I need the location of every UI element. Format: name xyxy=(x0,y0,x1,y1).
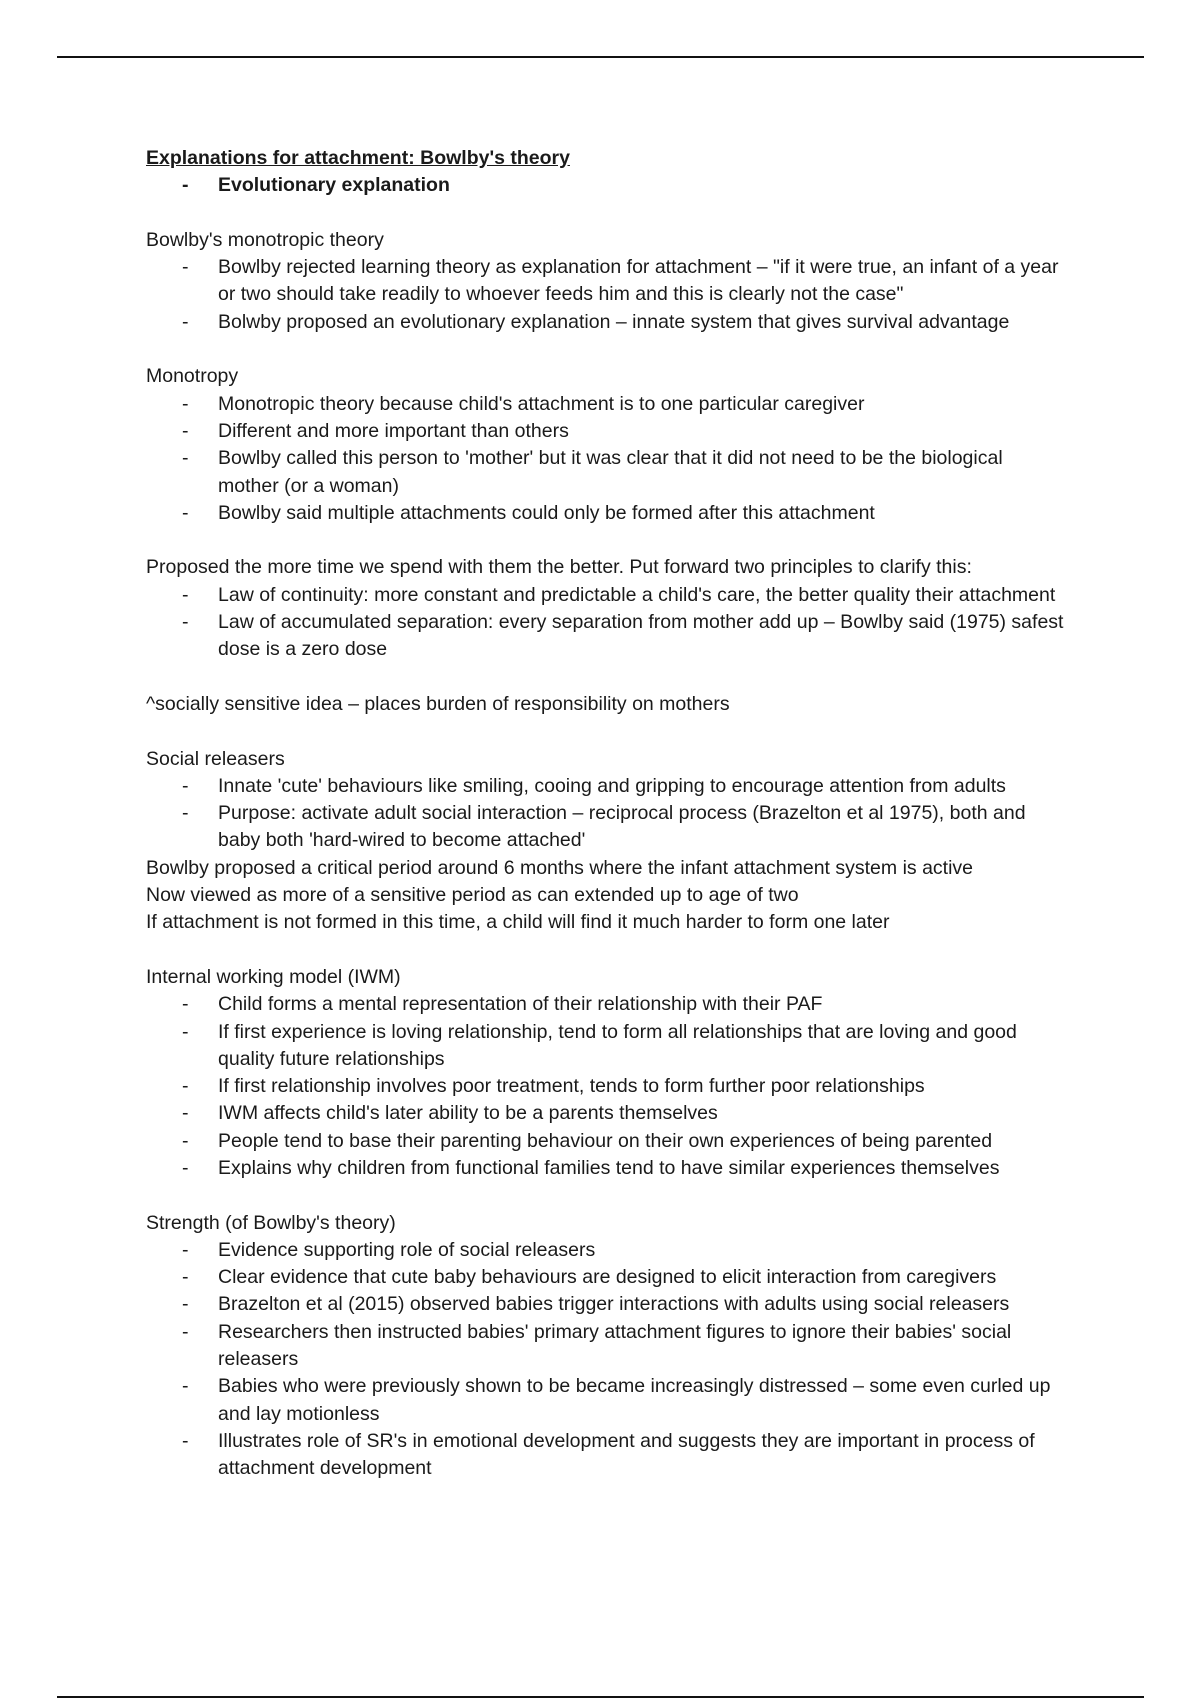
bullet-dash: - xyxy=(182,1020,189,1043)
list-item-text: Law of accumulated separation: every separation from mother add up – Bowlby said (1975) safest dose is a zero dose xyxy=(218,611,1064,661)
bullet-dash: - xyxy=(182,583,189,606)
bullet-dash: - xyxy=(182,419,189,442)
subtitle-list xyxy=(146,172,1066,199)
list-item xyxy=(146,309,1066,336)
bullet-dash: - xyxy=(182,1238,189,1261)
section-heading-time-principles: Proposed the more time we spend with them the better. Put forward two principles to clarify this: xyxy=(146,556,972,579)
list-item xyxy=(146,582,1066,609)
list-item xyxy=(146,1373,1066,1428)
bullet-dash: - xyxy=(182,1293,189,1316)
bullet-dash: - xyxy=(182,774,189,797)
list-item-text: Bowlby rejected learning theory as explanation for attachment – "if it were true, an infant of a year or two should take readily to whoever feeds him and this is clearly not the case" xyxy=(218,256,1059,306)
list-item xyxy=(146,418,1066,445)
list-item-text: Purpose: activate adult social interaction – reciprocal process (Brazelton et al 1975), both and baby both 'hard-wired to become attached' xyxy=(218,802,1026,852)
bullet-dash: - xyxy=(182,501,189,524)
critical-period-line-2: Now viewed as more of a sensitive period as can extended up to age of two xyxy=(146,884,799,907)
list-item-text: Evidence supporting role of social releasers xyxy=(218,1238,596,1261)
list-item xyxy=(146,773,1066,800)
list-strength xyxy=(146,1237,1066,1483)
bottom-rule xyxy=(57,1696,1144,1698)
list-item-text: People tend to base their parenting behaviour on their own experiences of being parented xyxy=(218,1129,993,1152)
list-item xyxy=(146,1319,1066,1374)
list-item-text: Babies who were previously shown to be became increasingly distressed – some even curled up and lay motionless xyxy=(218,1375,1051,1425)
list-item xyxy=(146,445,1066,500)
list-item-text: Brazelton et al (2015) observed babies trigger interactions with adults using social releasers xyxy=(218,1293,1010,1316)
document-body xyxy=(146,145,1066,1483)
list-item-text: Bolwby proposed an evolutionary explanation – innate system that gives survival advantage xyxy=(218,310,1010,333)
bullet-dash: - xyxy=(182,611,189,634)
list-item xyxy=(146,254,1066,309)
list-item xyxy=(146,391,1066,418)
bullet-dash: - xyxy=(182,1075,189,1098)
list-item xyxy=(146,800,1066,855)
list-item xyxy=(146,1155,1066,1182)
list-item-text: If first experience is loving relationship, tend to form all relationships that are loving and good quality future relationships xyxy=(218,1020,1017,1070)
list-item-text: Different and more important than others xyxy=(218,419,569,442)
bullet-dash: - xyxy=(182,1320,189,1343)
list-item-text: Explains why children from functional families tend to have similar experiences themselves xyxy=(218,1156,1000,1179)
bullet-dash: - xyxy=(182,993,189,1016)
list-item-text: Law of continuity: more constant and predictable a child's care, the better quality their attachment xyxy=(218,583,1056,606)
list-monotropic-theory xyxy=(146,254,1066,336)
list-item-text: Illustrates role of SR's in emotional development and suggests they are important in process of attachment development xyxy=(218,1429,1035,1480)
bullet-dash: - xyxy=(182,1156,189,1179)
list-item xyxy=(146,500,1066,527)
list-time-principles xyxy=(146,582,1066,664)
list-item xyxy=(146,1019,1066,1074)
bullet-dash: - xyxy=(182,1375,189,1398)
list-monotropy xyxy=(146,391,1066,527)
bullet-dash: - xyxy=(182,174,189,197)
list-item xyxy=(146,1291,1066,1318)
list-iwm xyxy=(146,991,1066,1182)
section-heading-social-releasers: Social releasers xyxy=(146,747,285,770)
top-rule xyxy=(57,56,1144,58)
bullet-dash: - xyxy=(182,1429,189,1452)
socially-sensitive-note: ^socially sensitive idea – places burden of responsibility on mothers xyxy=(146,692,730,715)
list-item-text: Researchers then instructed babies' primary attachment figures to ignore their babies' social releasers xyxy=(218,1320,1012,1371)
critical-period-line-3: If attachment is not formed in this time, a child will find it much harder to form one later xyxy=(146,911,890,934)
section-heading-monotropic-theory: Bowlby's monotropic theory xyxy=(146,228,384,251)
bullet-dash: - xyxy=(182,1129,189,1152)
subtitle-item: - Evolutionary explanation xyxy=(146,172,1066,199)
list-item-text: Bowlby called this person to 'mother' but it was clear that it did not need to be the biological mother (or a woman) xyxy=(218,447,1003,497)
list-item-text: Innate 'cute' behaviours like smiling, cooing and gripping to encourage attention from adults xyxy=(218,774,1006,797)
list-item xyxy=(146,1237,1066,1264)
list-item-text: Clear evidence that cute baby behaviours are designed to elicit interaction from caregivers xyxy=(218,1266,997,1289)
bullet-dash: - xyxy=(182,392,189,415)
section-heading-strength: Strength (of Bowlby's theory) xyxy=(146,1211,396,1234)
list-item xyxy=(146,1264,1066,1291)
list-item-text: Child forms a mental representation of their relationship with their PAF xyxy=(218,993,823,1016)
section-heading-iwm: Internal working model (IWM) xyxy=(146,965,401,988)
list-item xyxy=(146,1428,1066,1483)
list-item xyxy=(146,1128,1066,1155)
list-item xyxy=(146,1100,1066,1127)
bullet-dash: - xyxy=(182,802,189,825)
list-item-text: Monotropic theory because child's attachment is to one particular caregiver xyxy=(218,392,865,415)
bullet-dash: - xyxy=(182,256,189,279)
section-heading-monotropy: Monotropy xyxy=(146,365,239,388)
critical-period-line-1: Bowlby proposed a critical period around 6 months where the infant attachment system is active xyxy=(146,856,974,879)
page-title: Explanations for attachment: Bowlby's theory xyxy=(146,147,570,169)
bullet-dash: - xyxy=(182,1102,189,1125)
list-item-text: Bowlby said multiple attachments could only be formed after this attachment xyxy=(218,501,875,524)
bullet-dash: - xyxy=(182,1266,189,1289)
list-item xyxy=(146,609,1066,664)
list-social-releasers xyxy=(146,773,1066,855)
list-item-text: If first relationship involves poor treatment, tends to form further poor relationships xyxy=(218,1075,925,1098)
list-item xyxy=(146,1073,1066,1100)
bullet-dash: - xyxy=(182,447,189,470)
list-item-text: IWM affects child's later ability to be a parents themselves xyxy=(218,1102,718,1125)
list-item xyxy=(146,991,1066,1018)
bullet-dash: - xyxy=(182,310,189,333)
